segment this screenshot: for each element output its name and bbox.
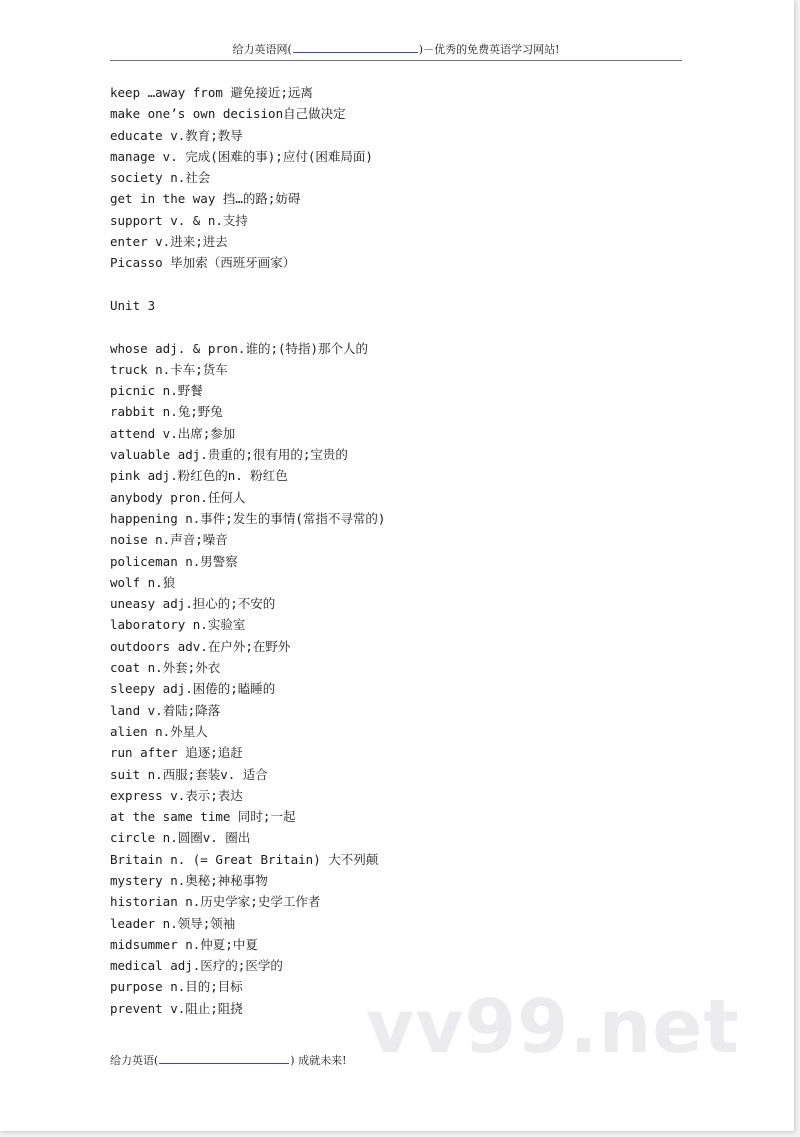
vocabulary-list — [110, 82, 670, 1019]
vocab-line: manage v. 完成(困难的事);应付(困难局面) — [110, 148, 373, 164]
page-footer — [110, 1052, 347, 1068]
vocab-line: educate v.教育;教导 — [110, 127, 243, 143]
vocab-line: outdoors adv.在户外;在野外 — [110, 638, 291, 654]
vocab-line: mystery n.奥秘;神秘事物 — [110, 872, 268, 888]
vocab-line: laboratory n.实验室 — [110, 617, 246, 633]
vocab-line: uneasy adj.担心的;不安的 — [110, 596, 276, 612]
vocab-line: at the same time 同时;一起 — [110, 809, 296, 825]
header-tagline: )－优秀的免费英语学习网站! — [418, 43, 560, 56]
vocab-line: policeman n.男警察 — [110, 553, 238, 569]
vocab-line: noise n.声音;噪音 — [110, 532, 228, 548]
vocab-line: Picasso 毕加索（西班牙画家） — [110, 255, 296, 271]
vocab-line: anybody pron.任何人 — [110, 489, 246, 505]
blank-line — [110, 274, 670, 295]
vocab-line: picnic n.野餐 — [110, 383, 203, 399]
page-header — [110, 40, 682, 61]
vocab-line: get in the way 挡…的路;妨碍 — [110, 191, 301, 207]
vocab-line: land v.着陆;降落 — [110, 702, 221, 718]
vocab-line: society n.社会 — [110, 170, 211, 186]
unit-heading: Unit 3 — [110, 297, 156, 313]
footer-site-name: 给力英语( — [110, 1054, 159, 1067]
vocab-line: make one’s own decision自己做决定 — [110, 106, 346, 122]
vocab-line: sleepy adj.困倦的;瞌睡的 — [110, 681, 276, 697]
vocab-line: purpose n.目的;目标 — [110, 979, 243, 995]
vocab-line: circle n.圆圈v. 圈出 — [110, 830, 251, 846]
vocab-line: happening n.事件;发生的事情(常指不寻常的) — [110, 510, 386, 526]
vocab-line: medical adj.医疗的;医学的 — [110, 958, 283, 974]
footer-url-blank — [159, 1053, 289, 1064]
vocab-line: run after 追逐;追赶 — [110, 745, 243, 761]
vocab-line: whose adj. & pron.谁的;(特指)那个人的 — [110, 340, 369, 356]
vocab-line: support v. & n.支持 — [110, 212, 248, 228]
header-site-name: 给力英语网( — [232, 43, 292, 56]
vocab-line: Britain n. (= Great Britain) 大不列颠 — [110, 851, 379, 867]
footer-slogan: ) 成就未来! — [290, 1054, 347, 1067]
vocab-line: pink adj.粉红色的n. 粉红色 — [110, 468, 288, 484]
blank-line — [110, 316, 670, 337]
vocab-line: suit n.西服;套装v. 适合 — [110, 766, 268, 782]
vocab-line: attend v.出席;参加 — [110, 425, 236, 441]
vocab-line: truck n.卡车;货车 — [110, 361, 228, 377]
vocab-line: midsummer n.仲夏;中夏 — [110, 936, 258, 952]
vocab-line: prevent v.阻止;阻挠 — [110, 1000, 243, 1016]
vocab-line: express v.表示;表达 — [110, 787, 243, 803]
vocab-line: enter v.进来;进去 — [110, 234, 228, 250]
vocab-line: coat n.外套;外衣 — [110, 660, 221, 676]
vocab-line: historian n.历史学家;史学工作者 — [110, 894, 321, 910]
vocab-line: valuable adj.贵重的;很有用的;宝贵的 — [110, 447, 348, 463]
vocab-line: rabbit n.兔;野兔 — [110, 404, 223, 420]
header-url-blank — [293, 42, 418, 53]
vocab-line: alien n.外星人 — [110, 723, 208, 739]
site-watermark: vv99.net — [366, 984, 740, 1070]
vocab-line: keep …away from 避免接近;远离 — [110, 85, 313, 100]
vocab-line: wolf n.狼 — [110, 574, 176, 590]
vocab-line: leader n.领导;领袖 — [110, 915, 236, 931]
